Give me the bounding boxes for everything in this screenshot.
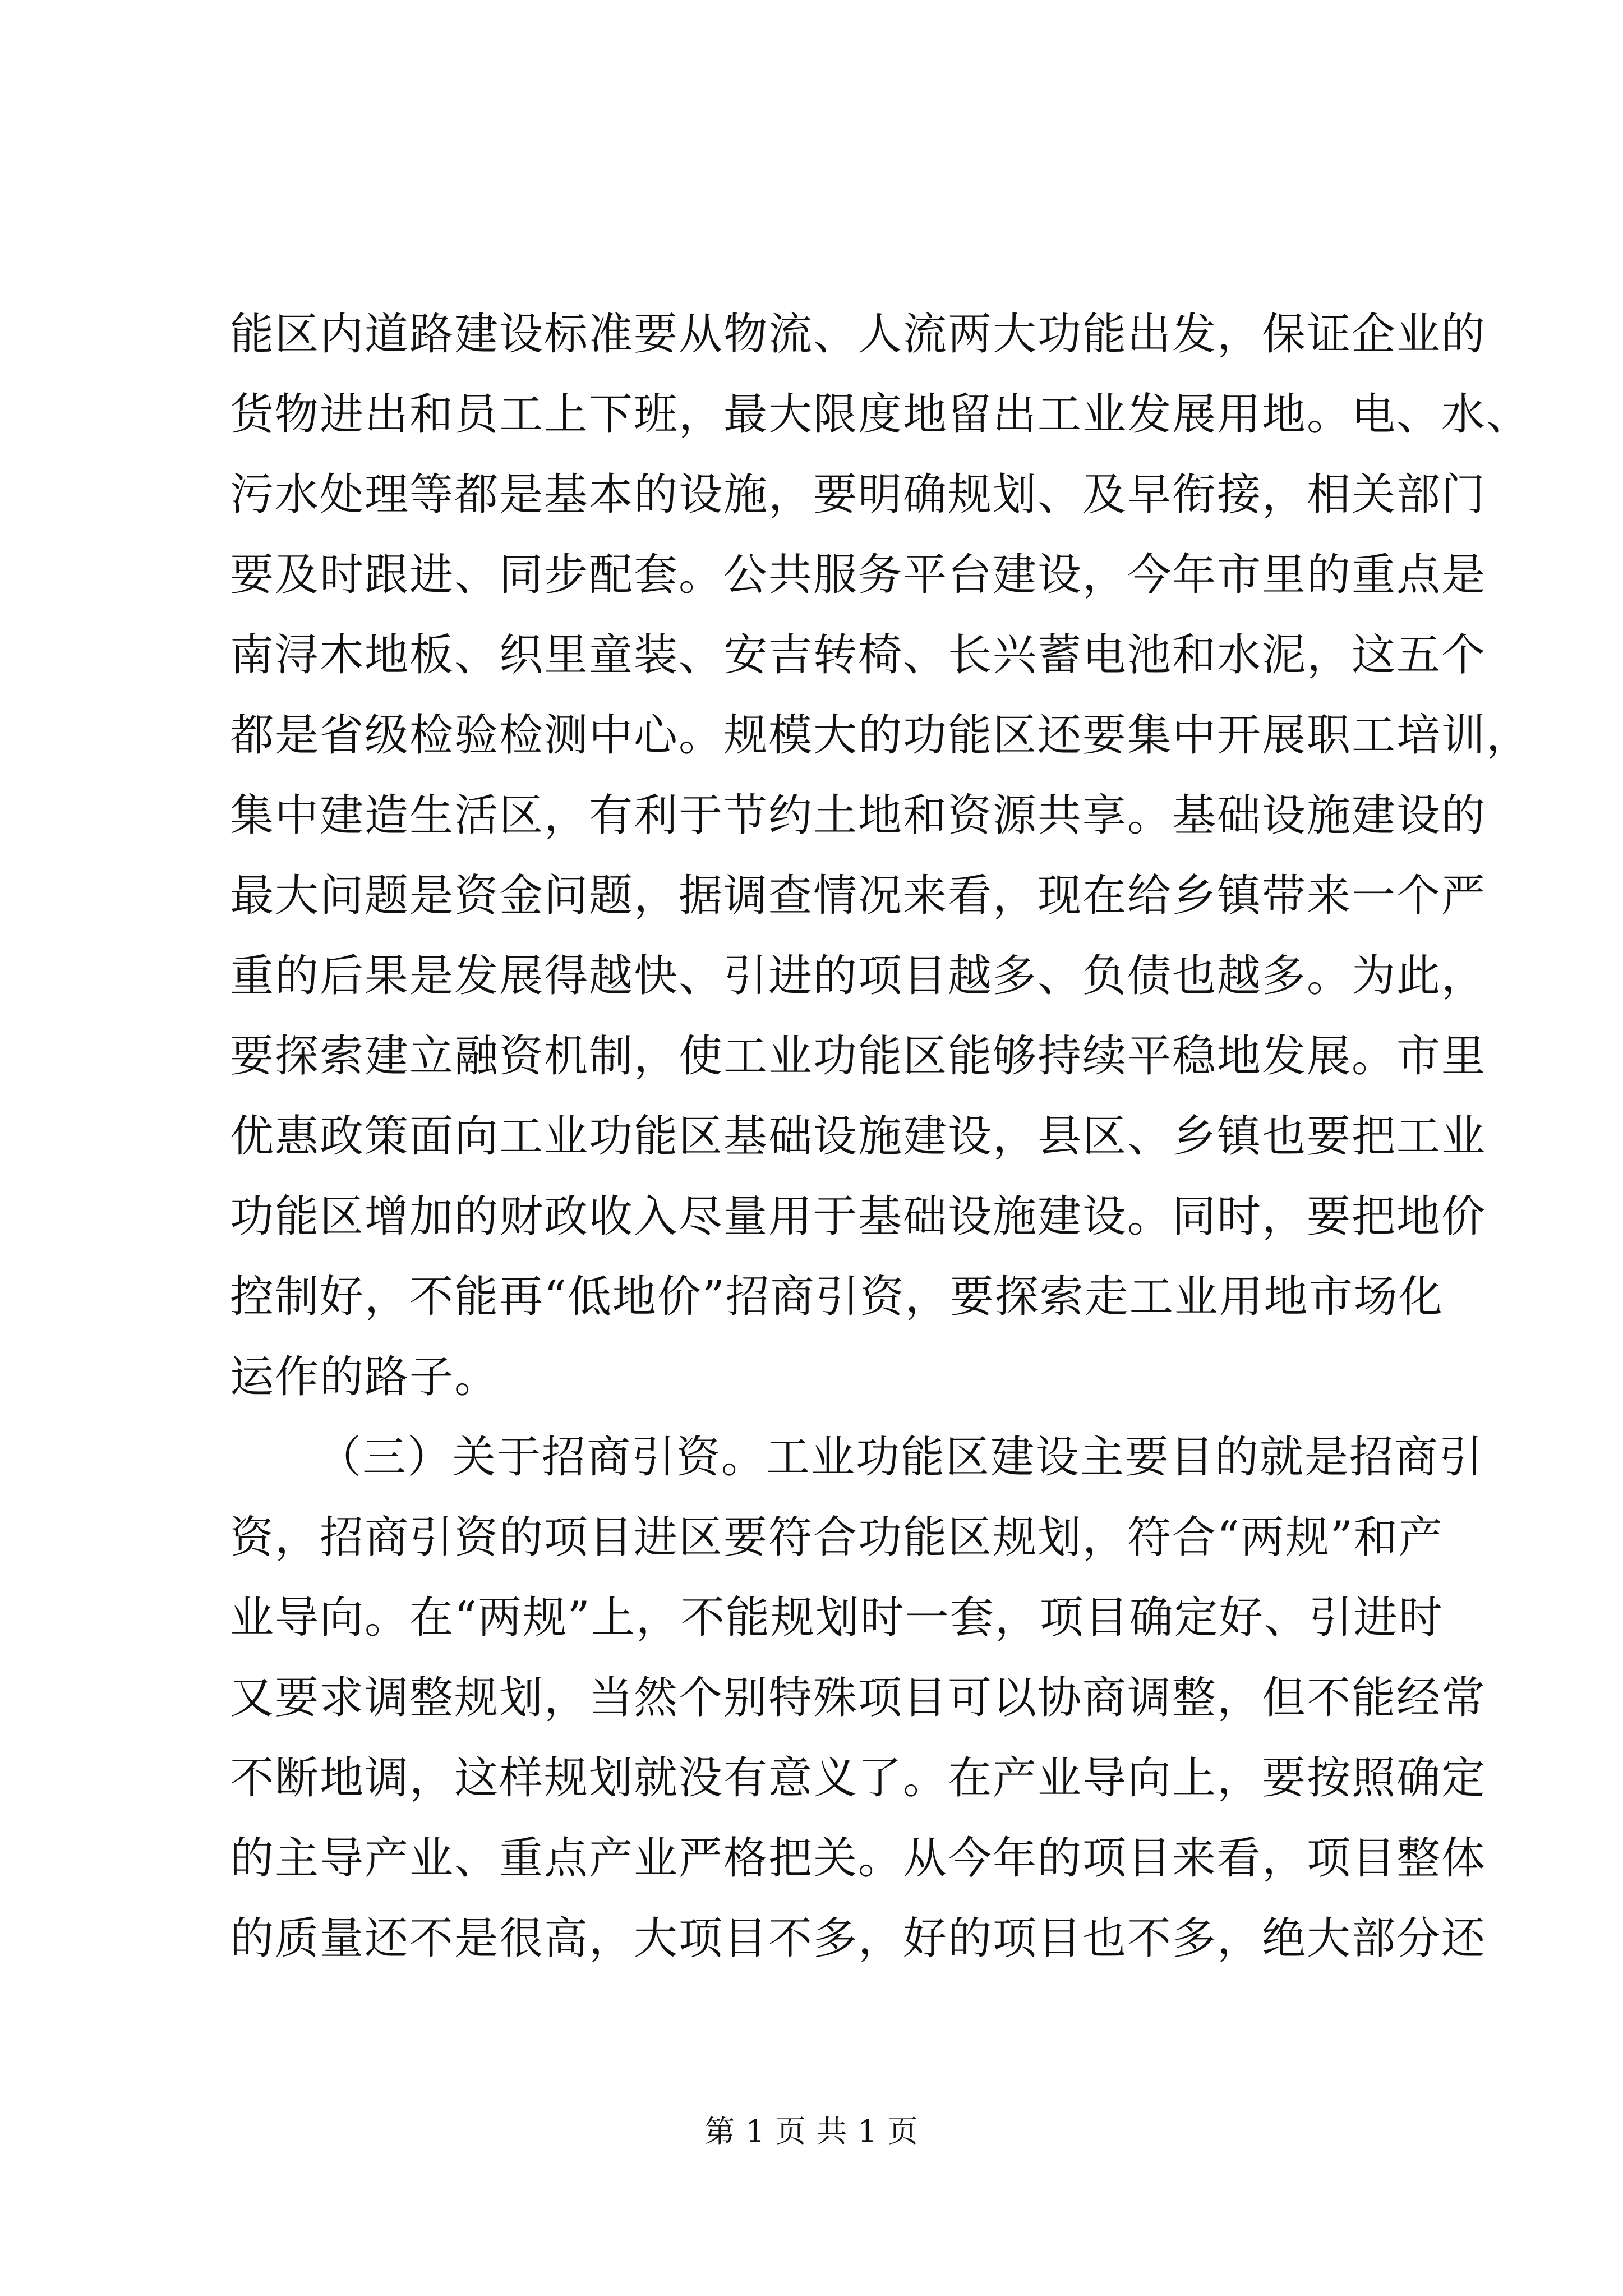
text-line: 的主导产业、重点产业严格把关。从今年的项目来看，项目整体 [230,1833,1487,1884]
section-heading-line: （三）关于招商引资。工业功能区建设主要目的就是招商引 [317,1432,1484,1483]
text-line: 最大问题是资金问题，据调查情况来看，现在给乡镇带来一个严 [230,871,1487,921]
text-line: 运作的路子。 [230,1352,500,1402]
text-line: 资，招商引资的项目进区要符合功能区规划，符合“两规”和产 [230,1512,1444,1563]
text-line: 都是省级检验检测中心。规模大的功能区还要集中开展职工培训， [230,710,1532,761]
text-line: 又要求调整规划，当然个别特殊项目可以协商调整，但不能经常 [230,1673,1487,1723]
text-line: 控制好，不能再“低地价”招商引资，要探索走工业用地市场化 [230,1272,1444,1322]
text-line: 功能区增加的财政收入尽量用于基础设施建设。同时，要把地价 [230,1191,1487,1242]
text-line: 重的后果是发展得越快、引进的项目越多、负债也越多。为此， [230,951,1487,1001]
text-line: 不断地调，这样规划就没有意义了。在产业导向上，要按照确定 [230,1753,1487,1803]
text-line: 货物进出和员工上下班，最大限度地留出工业发展用地。电、水、 [230,389,1532,440]
text-line: 要探索建立融资机制，使工业功能区能够持续平稳地发展。市里 [230,1031,1487,1082]
text-line: 集中建造生活区，有利于节约土地和资源共享。基础设施建设的 [230,790,1487,841]
text-line: 的质量还不是很高，大项目不多，好的项目也不多，绝大部分还 [230,1913,1487,1964]
text-line: 能区内道路建设标准要从物流、人流两大功能出发，保证企业的 [230,309,1487,360]
text-line: 要及时跟进、同步配套。公共服务平台建设，今年市里的重点是 [230,550,1487,600]
text-line: 业导向。在“两规”上，不能规划时一套，项目确定好、引进时 [230,1593,1444,1643]
page-number-footer: 第 1 页 共 1 页 [704,2114,919,2149]
text-line: 南浔木地板、织里童装、安吉转椅、长兴蓄电池和水泥，这五个 [230,630,1487,680]
text-line: 优惠政策面向工业功能区基础设施建设，县区、乡镇也要把工业 [230,1111,1487,1162]
text-line: 污水处理等都是基本的设施，要明确规划、及早衔接，相关部门 [230,470,1487,520]
body-text [230,295,1532,1979]
